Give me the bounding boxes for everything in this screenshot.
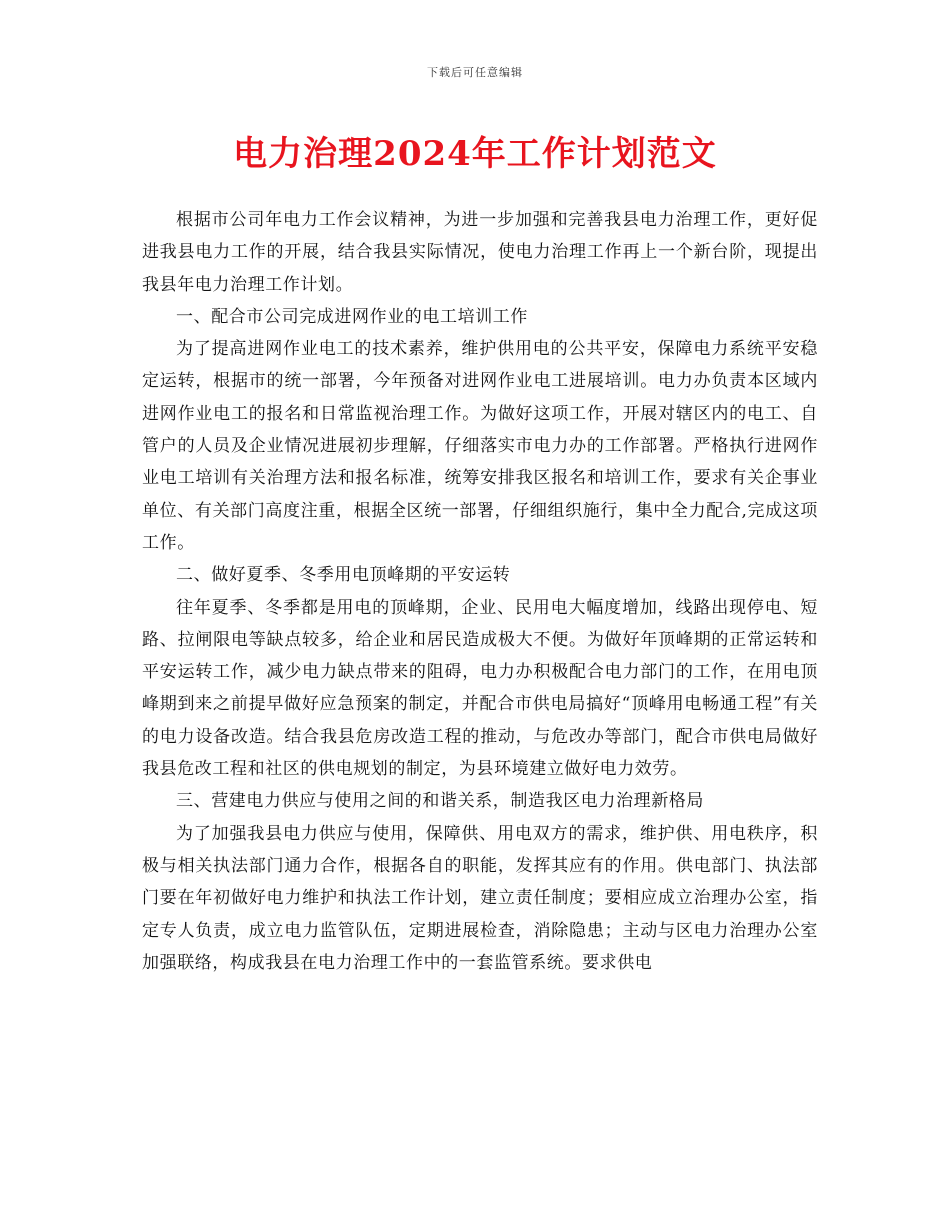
intro-paragraph: 根据市公司年电力工作会议精神，为进一步加强和完善我县电力治理工作，更好促进我县电力工作的开展，结合我县实际情况，使电力治理工作再上一个新台阶，现提出我县年电力治理工作计划。 xyxy=(142,210,818,295)
document-title: 电力治理2024年工作计划范文 xyxy=(233,134,717,174)
section-paragraph-3: 为了加强我县电力供应与使用，保障供、用电双方的需求，维护供、用电秩序，积极与相关执法部门通力合作，根据各自的职能，发挥其应有的作用。供电部门、执法部门要在年初做好电力维护和执法工作计划，建立责任制度；要相应成立治理办公室，指定专人负责，成立电力监管队伍，定期进展检查，消除隐患；主动与区电力治理办公室加强联络，构成我县在电力治理工作中的一套监管系统。要求供电 xyxy=(142,823,818,973)
section-heading-1: 一、配合市公司完成进网作业的电工培训工作 xyxy=(176,306,528,327)
header-note: 下载后可任意编辑 xyxy=(427,66,523,79)
document-body xyxy=(142,204,818,979)
section-heading-3: 三、营建电力供应与使用之间的和谐关系，制造我区电力治理新格局 xyxy=(176,791,704,812)
section-paragraph-1: 为了提高进网作业电工的技术素养，维护供用电的公共平安，保障电力系统平安稳定运转，根据市的统一部署，今年预备对进网作业电工进展培训。电力办负责本区域内进网作业电工的报名和日常监视治理工作。为做好这项工作，开展对辖区内的电工、自管户的人员及企业情况进展初步理解，仔细落实市电力办的工作部署。严格执行进网作业电工培训有关治理方法和报名标准，统筹安排我区报名和培训工作，要求有关企事业单位、有关部门高度注重，根据全区统一部署，仔细组织施行，集中全力配合,完成这项工作。 xyxy=(142,339,818,553)
section-heading-2: 二、做好夏季、冬季用电顶峰期的平安运转 xyxy=(176,565,511,586)
section-paragraph-2: 往年夏季、冬季都是用电的顶峰期，企业、民用电大幅度增加，线路出现停电、短路、拉闸限电等缺点较多，给企业和居民造成极大不便。为做好年顶峰期的正常运转和平安运转工作，减少电力缺点带来的阻碍，电力办积极配合电力部门的工作，在用电顶峰期到来之前提早做好应急预案的制定，并配合市供电局搞好“顶峰用电畅通工程”有关的电力设备改造。结合我县危房改造工程的推动，与危改办等部门，配合市供电局做好我县危改工程和社区的供电规划的制定，为县环境建立做好电力效劳。 xyxy=(142,597,818,780)
